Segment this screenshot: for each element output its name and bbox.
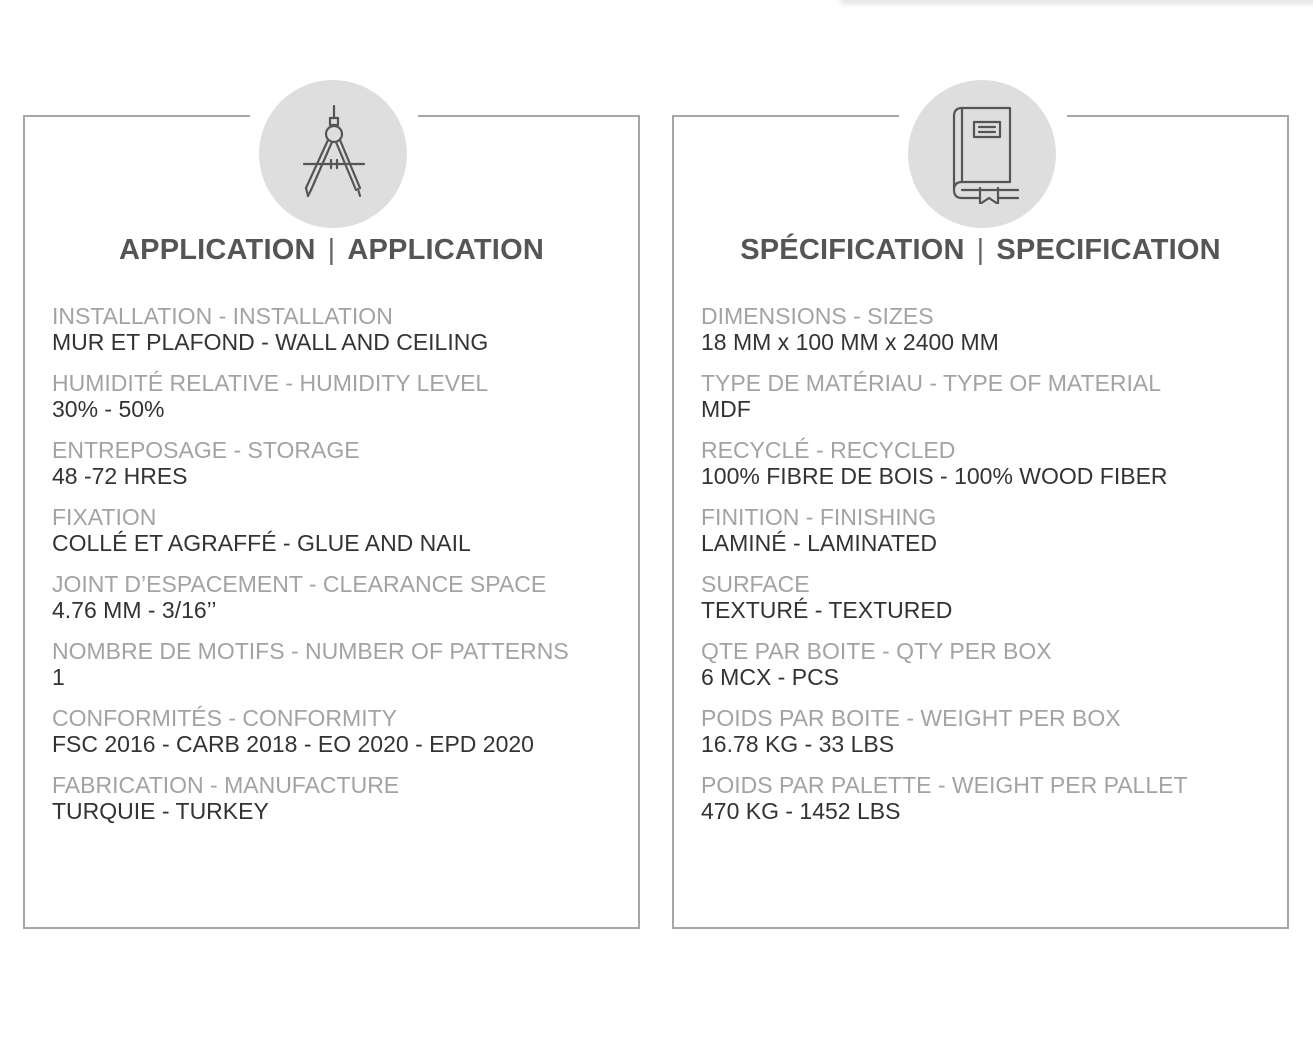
spec-item (52, 772, 628, 839)
spec-list (701, 303, 1277, 839)
spec-value: LAMINÉ - LAMINATED (701, 530, 937, 556)
spec-value: MDF (701, 396, 751, 422)
title-french: SPÉCIFICATION (740, 234, 965, 266)
spec-label: POIDS PAR BOITE - WEIGHT PER BOX (701, 705, 1121, 731)
spec-item (52, 370, 628, 437)
spec-item (52, 303, 628, 370)
spec-label: FINITION - FINISHING (701, 504, 937, 530)
title-english: APPLICATION (347, 234, 544, 266)
title-separator: | (327, 234, 336, 266)
spec-value: 18 MM x 100 MM x 2400 MM (701, 329, 999, 355)
spec-label: RECYCLÉ - RECYCLED (701, 437, 956, 463)
drafting-compass-icon (298, 104, 368, 204)
section-title (674, 234, 1287, 267)
application-card (23, 115, 640, 929)
spec-label: TYPE DE MATÉRIAU - TYPE OF MATERIAL (701, 370, 1162, 396)
spec-item (701, 638, 1277, 705)
spec-value: 4.76 MM - 3/16’’ (52, 597, 217, 623)
spec-item (701, 571, 1277, 638)
spec-value: 6 MCX - PCS (701, 664, 840, 690)
spec-label: CONFORMITÉS - CONFORMITY (52, 705, 397, 731)
icon-circle (259, 80, 407, 228)
title-french: APPLICATION (119, 234, 316, 266)
spec-value: 48 -72 HRES (52, 463, 188, 489)
spec-label: FABRICATION - MANUFACTURE (52, 772, 400, 798)
spec-value: FSC 2016 - CARB 2018 - EO 2020 - EPD 2020 (52, 731, 534, 757)
spec-value: 1 (52, 664, 65, 690)
spec-label: NOMBRE DE MOTIFS - NUMBER OF PATTERNS (52, 638, 569, 664)
spec-label: DIMENSIONS - SIZES (701, 303, 934, 329)
spec-label: ENTREPOSAGE - STORAGE (52, 437, 360, 463)
spec-item (701, 504, 1277, 571)
spec-item (701, 772, 1277, 839)
spec-label: POIDS PAR PALETTE - WEIGHT PER PALLET (701, 772, 1188, 798)
specification-card (672, 115, 1289, 929)
spec-item (52, 638, 628, 705)
spec-label: INSTALLATION - INSTALLATION (52, 303, 393, 329)
spec-value: 16.78 KG - 33 LBS (701, 731, 895, 757)
icon-circle (908, 80, 1056, 228)
spec-value: 30% - 50% (52, 396, 165, 422)
top-shadow-bar (840, 0, 1313, 2)
spec-value: COLLÉ ET AGRAFFÉ - GLUE AND NAIL (52, 530, 471, 556)
spec-item (52, 571, 628, 638)
section-title (25, 234, 638, 267)
spec-label: FIXATION (52, 504, 157, 530)
title-separator: | (976, 234, 985, 266)
spec-value: TEXTURÉ - TEXTURED (701, 597, 953, 623)
spec-label: QTE PAR BOITE - QTY PER BOX (701, 638, 1052, 664)
spec-item (52, 504, 628, 571)
title-english: SPECIFICATION (996, 234, 1221, 266)
spec-item (701, 370, 1277, 437)
spec-item (52, 705, 628, 772)
spec-value: 470 KG - 1452 LBS (701, 798, 901, 824)
spec-value: MUR ET PLAFOND - WALL AND CEILING (52, 329, 489, 355)
spec-item (52, 437, 628, 504)
spec-item (701, 303, 1277, 370)
spec-value: 100% FIBRE DE BOIS - 100% WOOD FIBER (701, 463, 1168, 489)
spec-item (701, 705, 1277, 772)
spec-label: JOINT D’ESPACEMENT - CLEARANCE SPACE (52, 571, 547, 597)
spec-label: HUMIDITÉ RELATIVE - HUMIDITY LEVEL (52, 370, 489, 396)
book-icon (942, 104, 1022, 204)
spec-list (52, 303, 628, 839)
spec-value: TURQUIE - TURKEY (52, 798, 269, 824)
spec-item (701, 437, 1277, 504)
spec-label: SURFACE (701, 571, 810, 597)
